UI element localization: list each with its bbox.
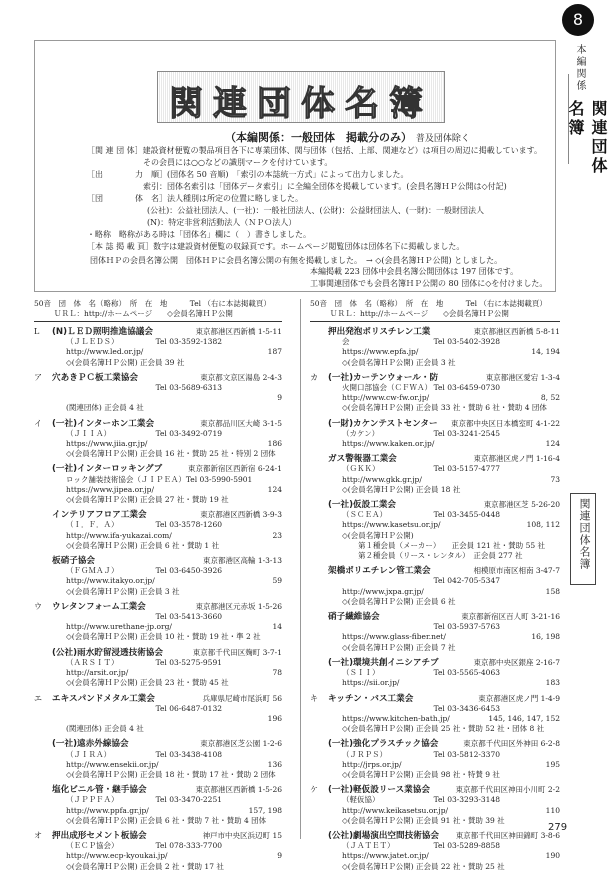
org-tel: Tel 03-6459-0730	[433, 383, 500, 393]
org-url[interactable]: http://www.ifa-yukazai.com/	[66, 530, 172, 540]
org-address: 東京都港区元赤坂 1-5-26	[195, 601, 282, 611]
org-name: インテリアフロア工業会	[52, 510, 147, 521]
org-address: 東京都港区西新橋 3-9-3	[200, 510, 282, 520]
org-tel: Tel 03-5565-4063	[433, 668, 500, 678]
org-abbr: （ＪＩＩＡ）	[66, 428, 111, 438]
chapter-label: 本編関係	[574, 44, 585, 92]
member-info: ◇(会員名簿ＨＰ公開) 正会員 7 社	[342, 642, 456, 652]
org-url[interactable]: https://www.glass-fiber.net/	[342, 632, 446, 642]
org-abbr: 火開口部協会（ＣＦＷＡ）	[342, 383, 432, 393]
org-name: (一社)インターホン工業会	[52, 418, 155, 429]
org-url[interactable]: http://www.itakyo.or.jp/	[66, 576, 155, 586]
directory-entry	[34, 602, 282, 643]
org-url[interactable]	[52, 714, 66, 724]
member-info: ◇(会員名簿ＨＰ公開) 正会員 98 社・特賛 9 社	[342, 769, 500, 779]
org-name: (一社)環境共創イニシアチブ	[328, 657, 439, 668]
org-address: 東京都港区愛宕 1-3-4	[485, 372, 560, 382]
org-name: (一社)強化プラスチック協会	[328, 739, 439, 750]
org-name: 架橋ポリエチレン管工業会	[328, 566, 431, 577]
org-abbr	[52, 383, 66, 393]
member-info: ◇(会員名簿ＨＰ公開) 正会員 25 社・賛助 52 社・団体 8 社	[342, 724, 545, 734]
member-info: ◇(会員名簿ＨＰ公開) 正会員 33 社・賛助 6 社・賛助 4 団体	[342, 403, 547, 413]
member-info: ◇(会員名簿ＨＰ公開) 正会員 18 社	[342, 484, 461, 494]
directory-entry	[34, 327, 282, 368]
org-tel: Tel 03-5990-5901	[185, 474, 253, 484]
member-info: ◇(会員名簿ＨＰ公開)	[342, 530, 414, 540]
page-title: 関連団体名簿	[169, 84, 433, 124]
org-address: 東京都中央区日本橋室町 4-1-22	[450, 418, 560, 428]
org-tel: Tel 03-5275-9591	[155, 657, 222, 667]
directory-entry	[310, 500, 560, 561]
org-url[interactable]: https://www.kaken.or.jp/	[342, 439, 435, 449]
member-info: ◇(会員名簿ＨＰ公開) 正会員 2 社・賛助 17 社	[66, 861, 224, 871]
org-tel: Tel 03-6450-3926	[155, 566, 222, 576]
column-header: 50音 団 体 名（略称） 所 在 地 Tel （右に本誌掲載頁） ＵＲＬ：http://ホームページ ◇会員名簿ＨＰ公開	[34, 299, 282, 322]
directory-entry	[310, 658, 560, 689]
org-name: ガス警報器工業会	[328, 454, 397, 465]
org-address: 東京都港区虎ノ門 1-16-4	[473, 454, 560, 464]
column-header: 50音 団 体 名（略称） 所 在 地 Tel （右に本誌掲載頁） ＵＲＬ：http://ホームページ ◇会員名簿ＨＰ公開	[310, 299, 560, 322]
org-abbr: （ＳＩＩ）	[342, 668, 380, 678]
org-abbr: （Ｉ．Ｆ．Ａ）	[66, 520, 119, 530]
side-tab	[560, 0, 608, 180]
page-ref: 73	[550, 474, 560, 484]
org-url[interactable]: http://jrps.or.jp/	[342, 759, 402, 769]
org-tel: Tel 03-3438-4108	[155, 749, 222, 759]
org-name: (一社)仮設工業会	[328, 500, 397, 511]
org-tel: Tel 03-5157-4777	[433, 464, 500, 474]
org-tel: Tel 03-5937-5763	[433, 622, 500, 632]
org-url[interactable]: http://www.gkk.gr.jp/	[342, 474, 422, 484]
org-tel: Tel 03-3578-1260	[155, 520, 222, 530]
org-url[interactable]: https://sii.or.jp/	[342, 678, 400, 688]
org-name: (一財)カケンテストセンター	[328, 418, 438, 429]
org-name: (公社)劇場演出空間技術協会	[328, 830, 439, 841]
org-tel: Tel 03-3470-2251	[155, 795, 222, 805]
member-info: ◇(会員名簿ＨＰ公開) 正会員 39 社	[66, 357, 185, 367]
org-abbr	[328, 704, 342, 714]
page-ref: 108, 112	[526, 520, 560, 530]
directory-entry	[310, 739, 560, 780]
page-number: 279	[548, 822, 568, 833]
org-abbr: （ＥＣＰ協会）	[66, 841, 119, 851]
page-ref: 186	[267, 439, 282, 449]
directory-entry	[34, 739, 282, 780]
page-ref: 59	[272, 576, 282, 586]
index-letter: オ	[34, 830, 42, 840]
page-ref: 136	[267, 759, 282, 769]
org-abbr: （ＡＲＳＩＴ）	[66, 657, 119, 667]
org-abbr	[52, 704, 66, 714]
org-abbr: （ＦＧＭＡＪ）	[66, 566, 119, 576]
directory-entry	[310, 785, 560, 826]
org-name: (公社)雨水貯留浸透技術協会	[52, 647, 163, 658]
org-address: 東京都新宿区百人町 3-21-16	[461, 612, 560, 622]
org-tel: Tel 03-3241-2545	[433, 428, 500, 438]
title-box	[157, 71, 445, 123]
index-letter: ア	[34, 372, 42, 382]
org-abbr	[52, 612, 66, 622]
page-ref: 124	[267, 484, 282, 494]
directory-entry	[34, 556, 282, 597]
member-info: ◇(会員名簿ＨＰ公開) 正会員 6 社・賛助 1 社	[66, 540, 220, 550]
org-abbr: （ＪＲＰＳ）	[342, 749, 387, 759]
org-url[interactable]: https://www.kitchen-bath.jp/	[342, 713, 450, 723]
column-divider	[300, 299, 301, 839]
org-abbr: （ＪＩＲＡ）	[66, 749, 111, 759]
page-ref: 145, 146, 147, 152	[488, 713, 560, 723]
org-tel: Tel 03-5812-3370	[433, 749, 500, 759]
page-ref: 110	[545, 805, 560, 815]
org-url[interactable]: http://www.ensekii.or.jp/	[66, 759, 159, 769]
directory-entry	[310, 373, 560, 414]
org-abbr	[328, 622, 342, 632]
left-column	[34, 299, 282, 872]
page-ref: 9	[277, 851, 282, 861]
org-address: 東京都千代田区麹町 3-7-1	[192, 647, 282, 657]
org-address: 東京都港区芝 5-26-20	[483, 500, 560, 510]
member-info: ◇(会員名簿ＨＰ公開) 正会員 6 社・賛助 7 社・賛助 4 団体	[66, 815, 267, 825]
org-abbr: （ＧＫＫ）	[342, 464, 380, 474]
org-url[interactable]: http://arsit.or.jp/	[66, 668, 129, 678]
org-abbr: 会	[342, 337, 350, 347]
hp-stats: 本編掲載 223 団体中会員名簿公開団体は 197 団体です。 工事関連団体でも会員名簿ＨＰ公開の 80 団体に◇を付けました。	[310, 267, 548, 288]
page-ref: 190	[545, 851, 560, 861]
directory-entry	[310, 566, 560, 607]
org-url[interactable]: https://www.epfa.jp/	[342, 347, 419, 357]
right-column	[310, 299, 560, 872]
org-abbr: （ＪＡＴＥＴ）	[342, 841, 395, 851]
page-ref: 195	[545, 759, 560, 769]
page-ref: 14	[272, 622, 282, 632]
page-ref: 16, 198	[531, 632, 560, 642]
org-url[interactable]: http://www.cw-fw.or.jp/	[342, 393, 430, 403]
subtitle: （本編関係：一般団体 掲載分のみ） 普及団体除く	[225, 131, 470, 144]
directory-entry	[34, 648, 282, 689]
org-address: 兵庫県尼崎市尾浜町 56	[202, 693, 282, 703]
org-name: 押出発泡ポリスチレン工業	[328, 327, 431, 337]
org-address: 東京都文京区湯島 2-4-3	[200, 372, 282, 382]
org-tel: Tel 03-5413-3660	[155, 612, 222, 622]
directory-entry	[34, 831, 282, 872]
org-url[interactable]: http://www.urethane-jp.org/	[66, 622, 172, 632]
org-name: エキスパンドメタル工業会	[52, 693, 155, 704]
member-info: ◇(会員名簿ＨＰ公開) 正会員 27 社・賛助 19 社	[66, 495, 229, 505]
member-info: ◇(会員名簿ＨＰ公開) 正会員 23 社・賛助 45 社	[66, 678, 229, 688]
org-abbr: （カケン）	[342, 428, 380, 438]
org-tel: Tel 078-333-7700	[155, 841, 222, 851]
index-letter: ウ	[34, 601, 42, 611]
org-url[interactable]: https://www.jatet.or.jp/	[342, 851, 429, 861]
org-address: 東京都港区虎ノ門 1-4-9	[478, 693, 560, 703]
org-tel: Tel 03-3293-3148	[433, 795, 500, 805]
member-info: ◇(会員名簿ＨＰ公開) 正会員 3 社	[342, 357, 456, 367]
org-address: 東京都港区高輪 1-3-13	[202, 556, 282, 566]
org-address: 東京都千代田区外神田 6-2-8	[463, 739, 560, 749]
member-info: ◇(会員名簿ＨＰ公開) 正会員 18 社・賛助 17 社・賛助 2 団体	[66, 769, 276, 779]
org-name: (N)ＬＥＤ照明推進協議会	[52, 327, 153, 337]
org-abbr: ロック舗装技術協会（ＪＩＰＥＡ）	[66, 474, 186, 484]
org-tel: Tel 03-3455-0448	[433, 510, 500, 520]
org-address: 東京都中央区銀座 2-16-7	[473, 657, 560, 667]
org-abbr: （ＳＣＥＡ）	[342, 510, 387, 520]
org-address: 東京都千代田区神田小川町 2-2	[455, 785, 560, 795]
org-url[interactable]	[52, 393, 66, 403]
directory-entry	[310, 694, 560, 735]
member-info: ◇(会員名簿ＨＰ公開) 正会員 91 社・賛助 39 社	[342, 815, 505, 825]
org-address: 東京都新宿区西新宿 6-24-1	[187, 464, 282, 474]
org-abbr: （軽仮協）	[342, 795, 380, 805]
page-ref: 157, 198	[248, 805, 282, 815]
org-name: 塩化ビニル管・継手協会	[52, 785, 147, 796]
member-detail: 第１種会員（メーカー） 正会員 121 社・賛助 55 社	[358, 540, 545, 550]
org-address: 神戸市中央区浜辺町 15	[202, 830, 282, 840]
notes: ［関 連 団 体］建設資材便覧の製品項目各下に専業団体、関与団体（包括、上部、関連など）は項目の周辺に掲載しています。 その会員には○○などの識別マークを付けています。 ［出 力 順］(団体名 50 音順) 「索引の本誌統一方式」によって出力しました。 索引：団体名索引は「団体データ索引」に全編全団体を掲載しています。(会員名簿ＨＰ公開は◇付記) ［団 体 名］法人種別は所定の位置に略しました。 (公社)：公益社団法人、(一社)：一般社団法人、(公財)：公益財団法人、(一財)：一般財団法人 (N)：特定非営利活動法人（ＮＰＯ法人） ・略称 略称がある時は「団体名」欄に（ ）書きしました。 ［本 誌 掲 載 頁］数字は建設資材便覧の収録頁です。ホームページ閲覧団体は団体名下に掲載しました。	[87, 146, 542, 251]
org-tel: Tel 06-6487-0132	[155, 703, 222, 713]
directory-entry	[34, 419, 282, 460]
org-address: 東京都港区西新橋 1-5-26	[195, 785, 282, 795]
org-tel: Tel 03-3492-0719	[155, 428, 222, 438]
directory-entry	[34, 373, 282, 414]
directory-entry	[310, 327, 560, 368]
org-tel: Tel 03-3436-6453	[433, 703, 500, 713]
member-info: (関連団体) 正会員 4 社	[66, 403, 144, 413]
page-ref: 183	[545, 678, 560, 688]
org-tel: Tel 03-5289-8858	[433, 841, 500, 851]
org-url[interactable]: http://www.jxpa.gr.jp/	[342, 586, 424, 596]
page-ref: 14, 194	[531, 347, 560, 357]
org-name: 穴あきＰＣ板工業協会	[52, 372, 138, 383]
org-url[interactable]: https://www.jiia.gr.jp/	[66, 439, 148, 449]
directory-entry	[310, 831, 560, 872]
page-ref: 23	[272, 530, 282, 540]
org-name: ウレタンフォーム工業会	[52, 601, 146, 612]
index-letter: エ	[34, 693, 42, 703]
org-address: 東京都港区西新橋 5-8-11	[473, 327, 560, 336]
org-name: 押出成形セメント板協会	[52, 830, 147, 841]
member-info: ◇(会員名簿ＨＰ公開) 正会員 16 社・賛助 25 社・特別 2 団体	[66, 449, 276, 459]
org-address: 東京都品川区大崎 3-1-5	[200, 418, 282, 428]
org-abbr: （ＪＬＥＤＳ）	[66, 337, 119, 347]
directory-entry	[310, 612, 560, 653]
org-tel: Tel 03-5402-3928	[433, 337, 500, 347]
org-name: (一社)インターロッキングブ	[52, 464, 163, 475]
org-name: 硝子繊維協会	[328, 612, 380, 623]
org-abbr: （ＪＰＰＦＡ）	[66, 795, 119, 805]
org-name: キッチン・バス工業会	[328, 693, 414, 704]
org-name: (一社)遠赤外線協会	[52, 739, 129, 750]
org-tel: Tel 03-3592-1382	[155, 337, 222, 347]
index-letter: L	[34, 327, 40, 336]
chapter-title: 関連団体名簿	[566, 100, 608, 176]
org-url[interactable]: http://www.ecp-kyoukai.jp/	[66, 851, 168, 861]
member-info: ◇(会員名簿ＨＰ公開) 正会員 22 社・賛助 25 社	[342, 861, 505, 871]
index-tab: 関連団体名簿	[570, 493, 596, 585]
org-url[interactable]: http://www.keikasetsu.or.jp/	[342, 805, 449, 815]
org-address: 東京都港区芝公園 1-2-6	[200, 739, 282, 749]
directory-entry	[34, 510, 282, 551]
member-info: (関連団体) 正会員 4 社	[66, 724, 144, 734]
org-tel: Tel 03-5689-6313	[155, 383, 222, 393]
org-url[interactable]: http://www.led.or.jp/	[66, 347, 144, 357]
page-ref: 9	[277, 393, 282, 403]
chapter-number: 8	[562, 4, 594, 36]
org-address: 東京都港区西新橋 1-5-11	[195, 327, 282, 336]
org-url[interactable]: https://www.kasetsu.or.jp/	[342, 520, 441, 530]
directory-entry	[310, 419, 560, 450]
hp-notice: 団体ＨＰの会員名簿公開 団体ＨＰに会員名簿公開の有無を掲載しました。 → ◇(会員名簿ＨＰ公開) としました。	[90, 256, 503, 265]
page-ref: 196	[267, 713, 282, 723]
org-name: (一社)カーテンウォール・防	[328, 372, 439, 383]
org-tel: Tel 042-705-5347	[433, 576, 500, 586]
directory-entry	[34, 785, 282, 826]
org-url[interactable]: https://www.jipea.or.jp/	[66, 484, 154, 494]
page-ref: 187	[267, 347, 282, 357]
page-ref: 8, 52	[540, 393, 560, 403]
index-letter: イ	[34, 418, 42, 428]
member-info: ◇(会員名簿ＨＰ公開) 正会員 3 社	[66, 586, 180, 596]
member-info: ◇(会員名簿ＨＰ公開) 正会員 10 社・賛助 19 社・準 2 社	[66, 632, 261, 642]
index-letter: キ	[310, 693, 318, 703]
org-abbr	[328, 576, 342, 586]
page-ref: 78	[272, 668, 282, 678]
directory-entry	[34, 694, 282, 735]
org-name: (一社)軽仮設リース業協会	[328, 785, 430, 796]
directory-entry	[34, 464, 282, 505]
org-name: 板硝子協会	[52, 556, 95, 567]
org-address: 相模原市南区相南 3-47-7	[473, 566, 560, 576]
page-ref: 124	[545, 439, 560, 449]
directory-entry	[310, 454, 560, 495]
member-detail: 第２種会員（リース・レンタル） 正会員 277 社	[358, 551, 523, 561]
index-letter: カ	[310, 372, 318, 382]
member-info: ◇(会員名簿ＨＰ公開) 正会員 6 社	[342, 596, 456, 606]
org-url[interactable]: http://www.ppfa.gr.jp/	[66, 805, 149, 815]
org-address: 東京都千代田区神田錦町 3-8-6	[455, 830, 560, 840]
page-ref: 158	[545, 586, 560, 596]
index-letter: ケ	[310, 785, 318, 795]
